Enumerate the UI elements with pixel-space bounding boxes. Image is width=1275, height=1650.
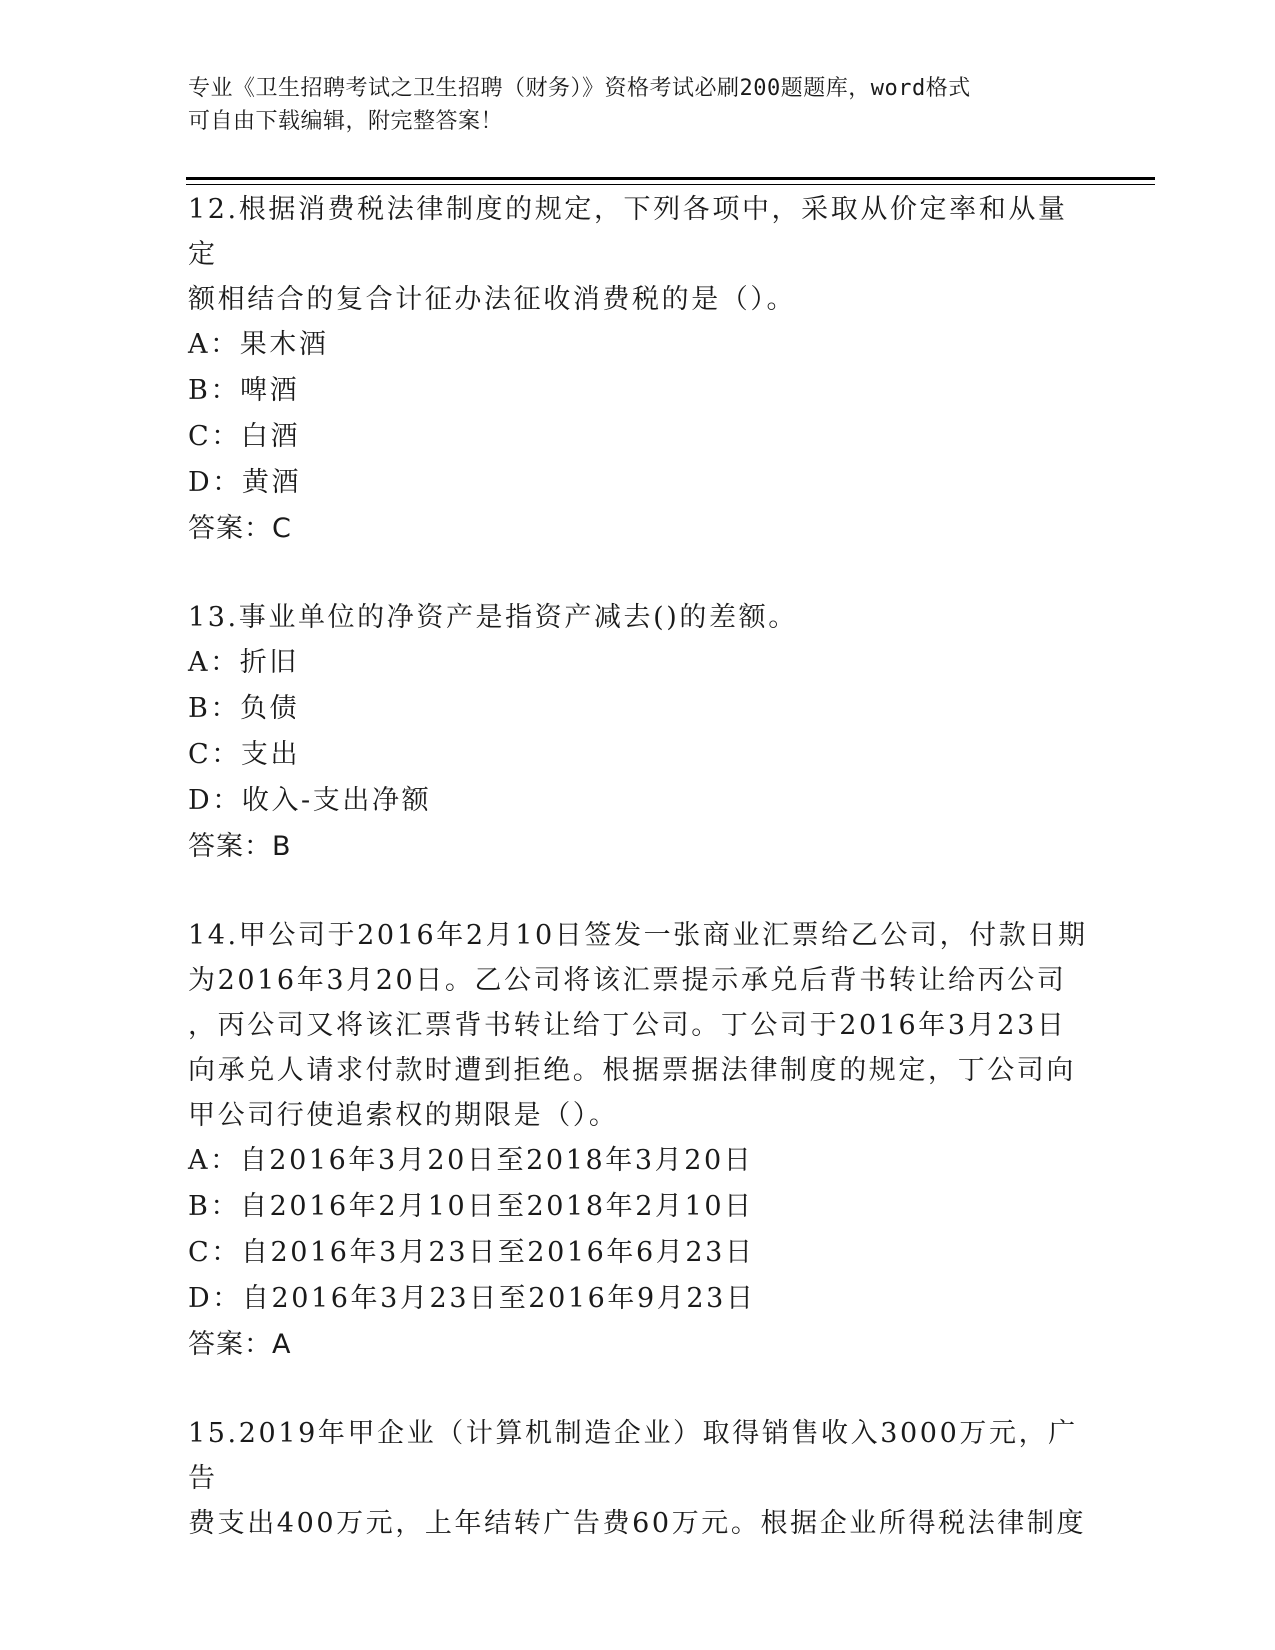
question-text (188, 1411, 1088, 1546)
question-text (188, 913, 1088, 1138)
question-13 (188, 595, 1088, 870)
question-text (188, 187, 1088, 322)
option-d: D：黄酒 (188, 467, 302, 498)
question-list (188, 187, 1088, 1589)
question-line: 为2016年3月20日。乙公司将该汇票提示承兑后背书转让给丙公司 (188, 965, 1067, 996)
option-b: B：啤酒 (188, 375, 300, 406)
question-14 (188, 913, 1088, 1368)
question-line: 甲公司行使追索权的期限是（）。 (188, 1100, 619, 1131)
option-b: B：自2016年2月10日至2018年2月10日 (188, 1191, 754, 1222)
question-line: 13.事业单位的净资产是指资产减去()的差额。 (188, 602, 798, 633)
header-rule-thin (186, 184, 1155, 185)
option-a: A：折旧 (188, 647, 299, 678)
option-a: A：自2016年3月20日至2018年3月20日 (188, 1145, 754, 1176)
question-15 (188, 1411, 1088, 1546)
question-line: 15.2019年甲企业（计算机制造企业）取得销售收入3000万元，广告 (188, 1418, 1078, 1494)
document-header (188, 72, 1088, 138)
answer: 答案：C (188, 513, 292, 544)
option-d: D：收入-支出净额 (188, 785, 432, 816)
question-text (188, 595, 1088, 640)
option-c: C：白酒 (188, 421, 301, 452)
header-line-1: 专业《卫生招聘考试之卫生招聘（财务）》资格考试必刷200题题库，word格式 (188, 76, 971, 101)
header-rule-thick (186, 177, 1155, 180)
answer: 答案：A (188, 1329, 292, 1360)
option-a: A：果木酒 (188, 329, 329, 360)
question-line: ，丙公司又将该汇票背书转让给丁公司。丁公司于2016年3月23日 (188, 1010, 1067, 1041)
question-line: 14.甲公司于2016年2月10日签发一张商业汇票给乙公司，付款日期 (188, 920, 1088, 951)
question-line: 额相结合的复合计征办法征收消费税的是（）。 (188, 284, 797, 315)
option-d: D：自2016年3月23日至2016年9月23日 (188, 1283, 756, 1314)
option-c: C：支出 (188, 739, 301, 770)
question-12 (188, 187, 1088, 552)
option-c: C：自2016年3月23日至2016年6月23日 (188, 1237, 755, 1268)
question-line: 向承兑人请求付款时遭到拒绝。根据票据法律制度的规定，丁公司向 (188, 1055, 1076, 1086)
answer: 答案：B (188, 831, 292, 862)
option-b: B：负债 (188, 693, 300, 724)
question-line: 费支出400万元，上年结转广告费60万元。根据企业所得税法律制度 (188, 1508, 1087, 1539)
header-line-2: 可自由下载编辑，附完整答案！ (188, 109, 504, 134)
question-line: 12.根据消费税法律制度的规定，下列各项中，采取从价定率和从量定 (188, 194, 1068, 270)
